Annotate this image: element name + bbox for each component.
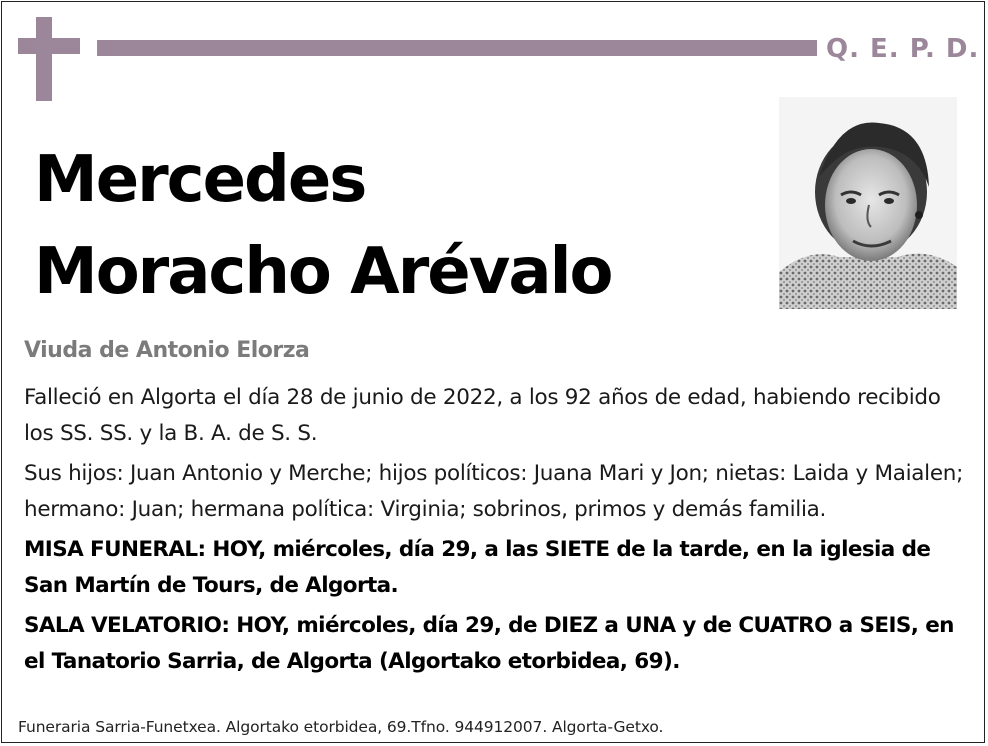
paragraph-funeral-mass: MISA FUNERAL: HOY, miércoles, día 29, a las SIETE de la tarde, en la iglesia de San Martín de Tours, de Algorta. [24, 537, 931, 598]
latin-cross-icon [36, 17, 52, 101]
header-rule [97, 40, 817, 56]
funeral-home-footer: Funeraria Sarria-Funetxea. Algortako etorbidea, 69.Tfno. 944912007. Algorta-Getxo. [18, 718, 664, 736]
qepd-label: Q. E. P. D. [826, 34, 980, 64]
name-first: Mercedes [34, 143, 366, 217]
paragraph-family: Sus hijos: Juan Antonio y Merche; hijos políticos: Juana Mari y Jon; nietas: Laida y Maialen; hermano: Juan; hermana política: Virginia; sobrinos, primos y demás familia. [24, 461, 964, 522]
subtitle-widow-of: Viuda de Antonio Elorza [24, 338, 310, 363]
deceased-name [34, 134, 611, 318]
portrait-photo [779, 97, 957, 309]
latin-cross-icon-arm [18, 38, 80, 54]
portrait-image [779, 97, 957, 309]
paragraph-death: Falleció en Algorta el día 28 de junio de 2022, a los 92 años de edad, habiendo recibido los SS. SS. y la B. A. de S. S. [24, 385, 941, 446]
obituary-body [24, 380, 969, 684]
paragraph-wake-room: SALA VELATORIO: HOY, miércoles, día 29, de DIEZ a UNA y de CUATRO a SEIS, en el Tanatorio Sarria, de Algorta (Algortako etorbidea, 69). [24, 613, 954, 674]
name-surnames: Moracho Arévalo [34, 235, 612, 309]
